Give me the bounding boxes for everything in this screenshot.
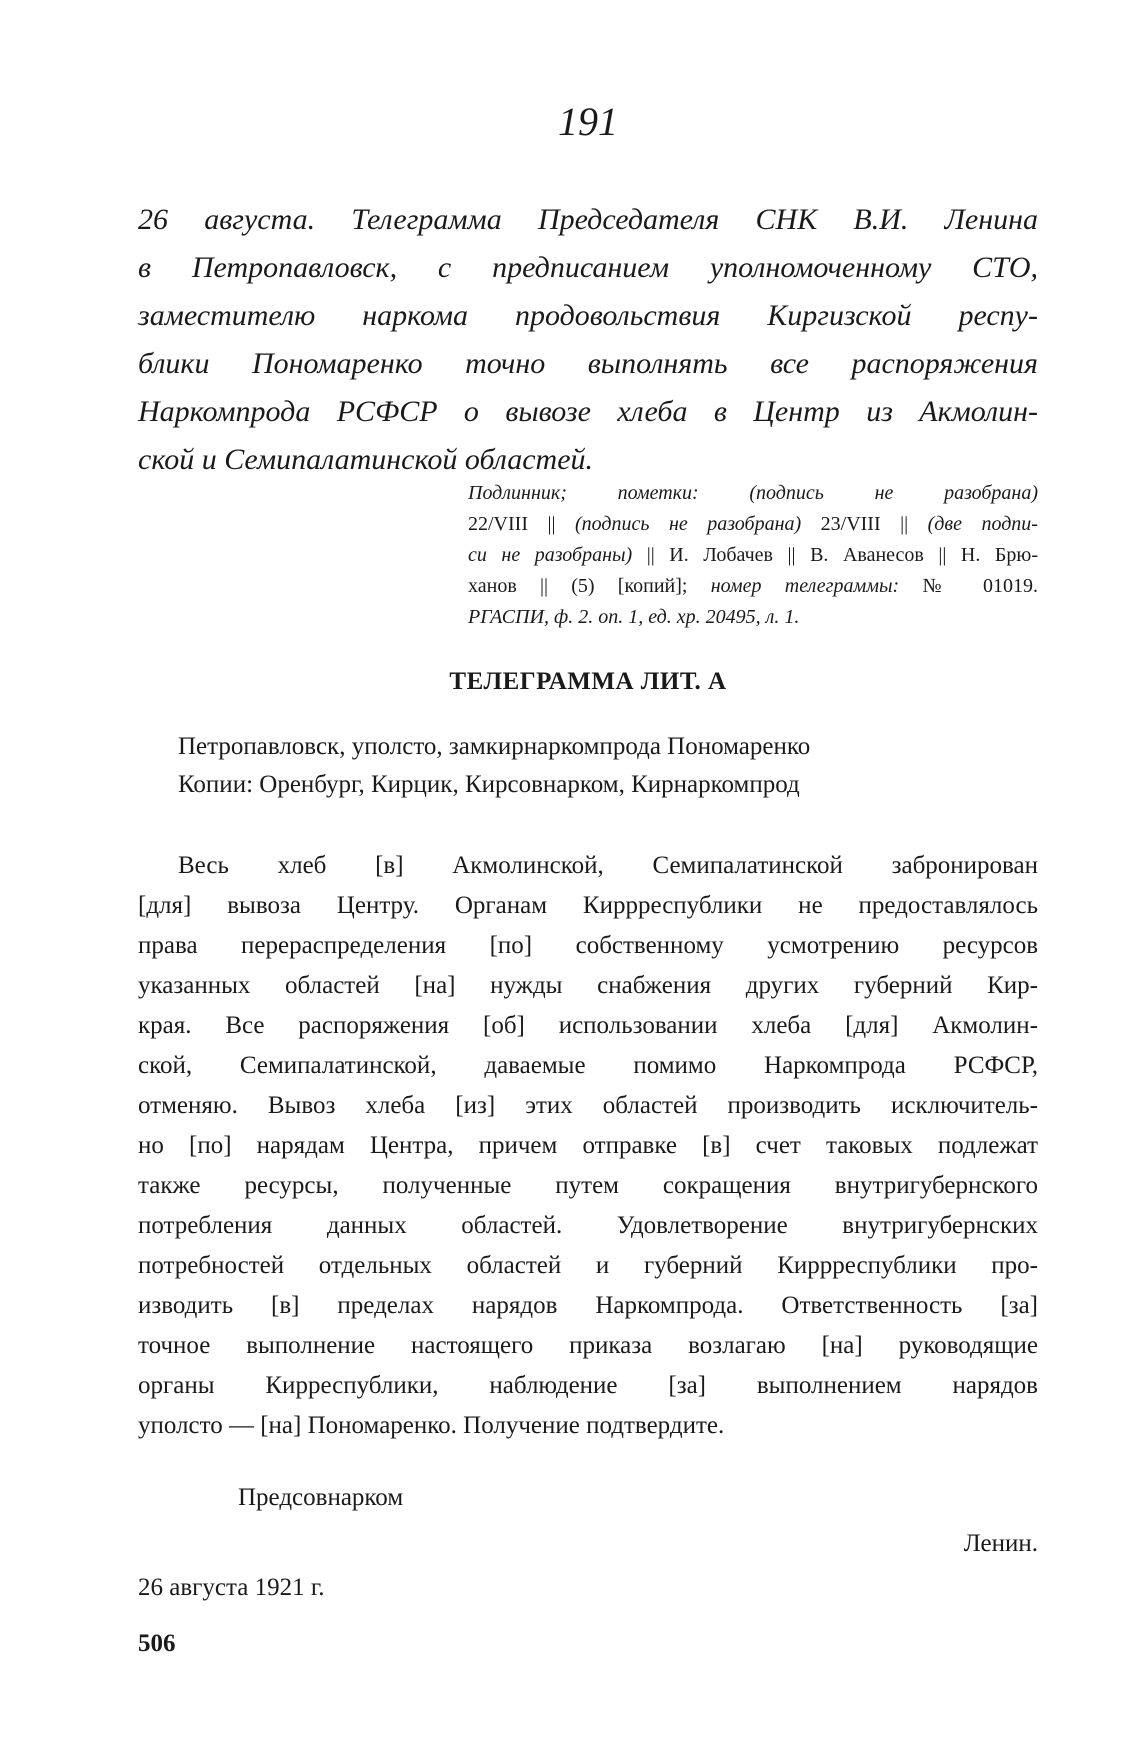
archive-text: № 01019. [899,575,1038,597]
body-line: [для] вывоза Центру. Органам Киррреспублики не предоставлялось [138,892,1038,919]
body-line: изводить [в] пределах нарядов Наркомпрода. Ответственность [за] [138,1292,1038,1319]
document-number: 191 [558,99,618,144]
archive-line [468,602,1038,633]
document-heading [138,196,1038,484]
body-line: ской, Семипалатинской, даваемые помимо Наркомпрода РСФСР, [138,1052,1038,1079]
archive-text: ханов || (5) [копий]; [468,575,711,597]
body-line: но [по] нарядам Центра, причем отправке [в] счет таковых подлежат [138,1132,1038,1159]
heading-line: 26 августа. Телеграмма Председателя СНК В.И. Ленина [138,203,1038,236]
archive-line [468,571,1038,602]
archive-line [468,478,1038,509]
archive-line [468,540,1038,571]
heading-line: заместителю наркома продовольствия Киргизской респу- [138,299,1038,332]
body-line: права перераспределения [по] собственному усмотрению ресурсов [138,932,1038,959]
archive-text: си не разобраны) [468,544,633,566]
heading-line: ской и Семипалатинской областей. [138,443,594,476]
address-line: Петропавловск, уполсто, замкирнаркомпрода Пономаренко [178,733,811,760]
archive-line [468,509,1038,540]
body-line: края. Все распоряжения [об] использовании хлеба [для] Акмолин- [138,1012,1038,1039]
body-line: Весь хлеб [в] Акмолинской, Семипалатинской забронирован [178,852,1038,879]
body-line: отменяю. Вывоз хлеба [из] этих областей производить исключитель- [138,1092,1038,1119]
archive-text: 22/VIII || [468,513,575,535]
telegram-title: ТЕЛЕГРАММА ЛИТ. А [449,668,727,695]
archive-reference: РГАСПИ, ф. 2. оп. 1, ед. хр. 20495, л. 1. [468,606,800,628]
body-line: органы Кирреспублики, наблюдение [за] выполнением нарядов [138,1372,1038,1399]
document-date: 26 августа 1921 г. [138,1574,325,1601]
telegram-body [138,846,1038,1446]
signature-title: Предсовнарком [238,1484,404,1511]
document-page [138,0,1038,1760]
archive-text: Подлинник; пометки: (подпись не разобрана) [468,482,1038,504]
archive-text: номер телеграммы: [710,575,900,597]
body-line: точное выполнение настоящего приказа возлагаю [на] руководящие [138,1332,1038,1359]
body-line: также ресурсы, полученные путем сокращения внутригубернского [138,1172,1038,1199]
heading-line: блики Пономаренко точно выполнять все распоряжения [138,347,1038,380]
body-line: потребностей отдельных областей и губерний Киррреспублики про- [138,1252,1038,1279]
archive-text: (две подпи- [927,513,1038,535]
signature-name: Ленин. [963,1530,1038,1557]
archive-text: (подпись не разобрана) [574,513,802,535]
archive-text: 23/VIII || [801,513,928,535]
body-line: указанных областей [на] нужды снабжения других губерний Кир- [138,972,1038,999]
page-number: 506 [138,1630,176,1657]
heading-line: в Петропавловск, с предписанием уполномоченному СТО, [138,251,1038,284]
body-line: потребления данных областей. Удовлетворение внутригубернских [138,1212,1038,1239]
body-line: уполсто — [на] Пономаренко. Получение подтвердите. [138,1412,725,1439]
copies-line: Копии: Оренбург, Кирцик, Кирсовнарком, Кирнаркомпрод [178,771,800,798]
archive-note [468,478,1038,633]
archive-text: || И. Лобачев || В. Аванесов || Н. Брю- [632,544,1038,566]
address-block [178,728,1038,804]
heading-line: Наркомпрода РСФСР о вывозе хлеба в Центр из Акмолин- [138,395,1038,428]
